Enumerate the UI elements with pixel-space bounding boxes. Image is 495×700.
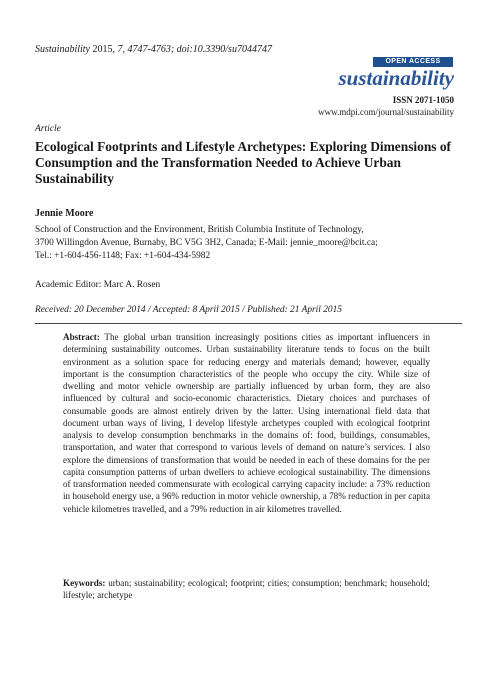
affiliation (35, 224, 475, 263)
article-title: Ecological Footprints and Lifestyle Archetypes: Exploring Dimensions of Consumption and the Transformation Needed to Achieve Urban Sustainability (35, 139, 451, 186)
abstract-label: Abstract: (63, 332, 100, 342)
citation-journal: Sustainability (35, 44, 90, 55)
article-type: Article (35, 124, 61, 134)
abstract-text: The global urban transition increasingly positions cities as important influencers in determining sustainability outcomes. Urban sustainability literature tends to focus on the built environment as a solution space for reducing energy and materials demand; however, equally important is the consumption characteristics of the people who occupy the city. While size of dwelling and motor vehicle ownership are partially influenced by urban form, they are also influenced by cultural and socio-economic characteristics. Dietary choices and purchases of consumable goods are almost entirely driven by the latter. Using international field data that document urban ways of living, I develop lifestyle archetypes coupled with ecological footprint analysis to develop consumption benchmarks in the domains of: food, buildings, consumables, transportation, and water that correspond to various levels of demand on nature’s services. I also explore the dimensions of transformation that would be needed in each of these domains for the per capita consumption patterns of urban dwellers to achieve ecological sustainability. The dimensions of transformation needed commensurate with ecological carrying capacity include: a 73% reduction in household energy use, a 96% reduction in motor vehicle ownership, a 78% reduction in per capita vehicle kilometres travelled, and a 79% reduction in air kilometres travelled. (63, 332, 430, 514)
open-access-badge: OPEN ACCESS (373, 57, 453, 67)
citation-year: 2015 (92, 44, 113, 55)
keywords-text: urban; sustainability; ecological; footprint; cities; consumption; benchmark; household; lifestyle; archetype (63, 578, 430, 601)
keywords-label: Keywords: (63, 578, 106, 588)
author-name: Jennie Moore (35, 208, 94, 219)
publication-dates: Received: 20 December 2014 / Accepted: 8 April 2015 / Published: 21 April 2015 (35, 305, 342, 315)
journal-logo: sustainability (338, 66, 454, 90)
keywords (63, 577, 430, 602)
academic-editor: Academic Editor: Marc A. Rosen (35, 280, 161, 290)
journal-url[interactable]: www.mdpi.com/journal/sustainability (318, 107, 454, 117)
divider (35, 323, 462, 324)
citation-line (35, 44, 272, 55)
issn: ISSN 2071-1050 (392, 95, 454, 105)
affiliation-line: School of Construction and the Environment, British Columbia Institute of Technology, (35, 225, 364, 235)
citation-details: , 7, 4747-4763; doi:10.3390/su7044747 (112, 44, 272, 55)
affiliation-line: Tel.: +1-604-456-1148; Fax: +1-604-434-5982 (35, 251, 211, 261)
affiliation-line: 3700 Willingdon Avenue, Burnaby, BC V5G 3H2, Canada; E-Mail: jennie_moore@bcit.ca; (35, 238, 378, 248)
abstract (63, 331, 430, 515)
